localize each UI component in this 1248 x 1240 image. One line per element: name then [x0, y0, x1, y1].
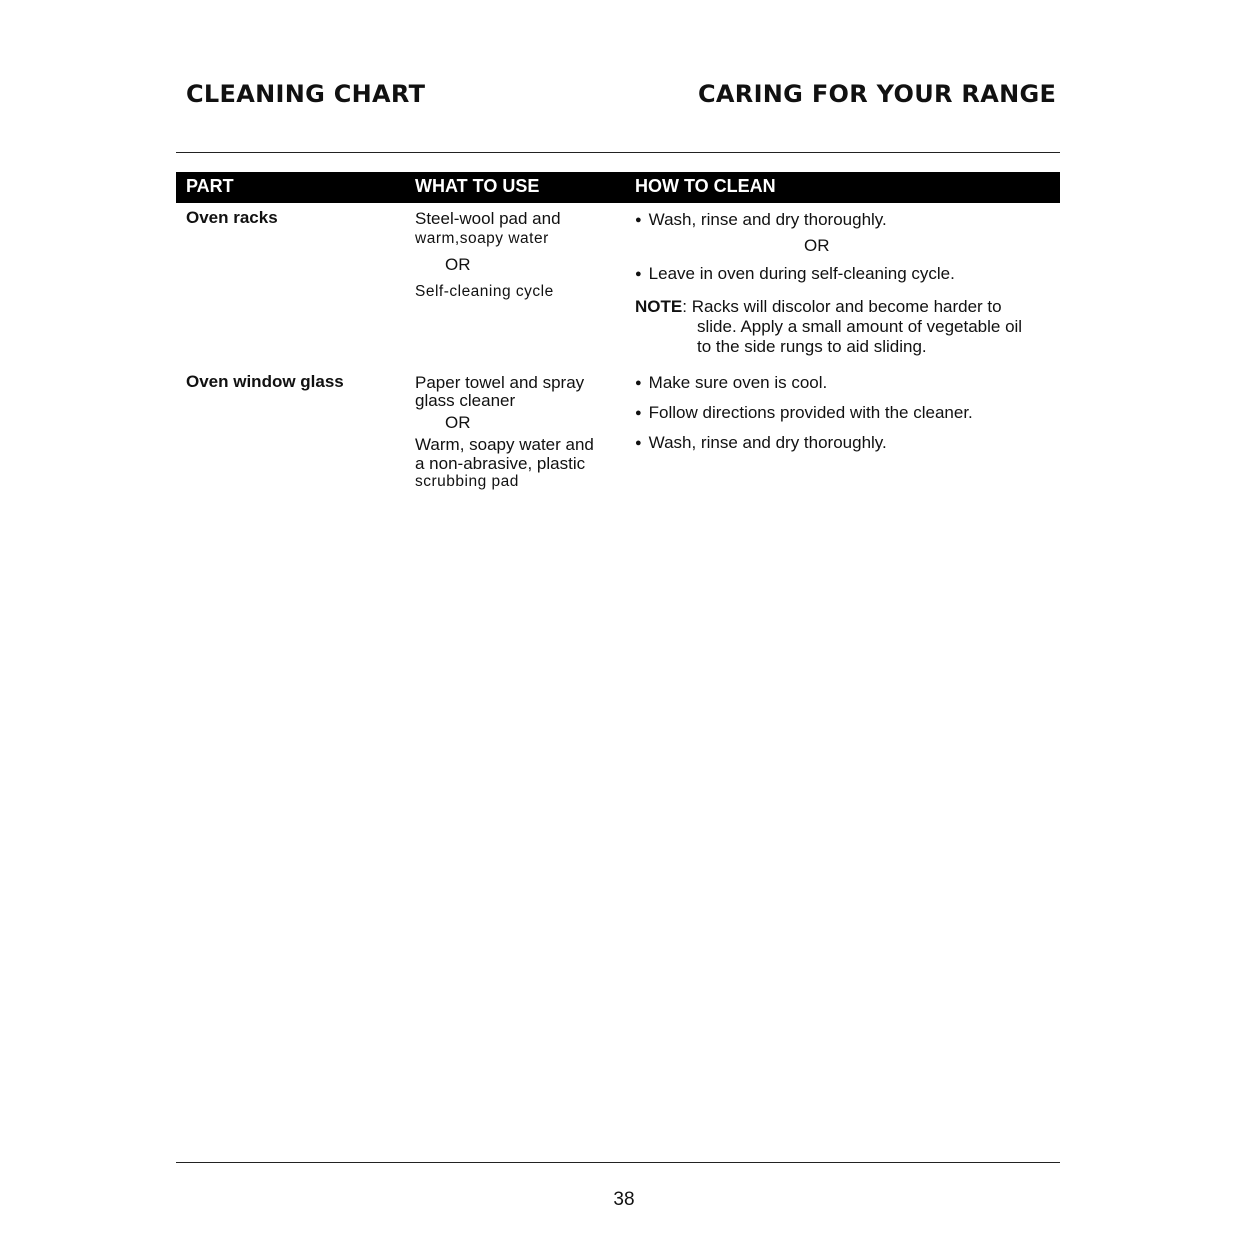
- note-text: to the side rungs to aid sliding.: [697, 337, 927, 356]
- how-to-clean-bullet: ● Make sure oven is cool.: [635, 373, 827, 395]
- chapter-title: CARING FOR YOUR RANGE: [698, 80, 1057, 108]
- what-to-use-line: Paper towel and spray: [415, 373, 585, 392]
- what-to-use-line: warm,soapy water: [415, 230, 549, 247]
- what-to-use-line: Self-cleaning cycle: [415, 283, 554, 300]
- note-text: Racks will discolor and become harder to: [691, 297, 1002, 316]
- how-to-clean-bullet: ● Follow directions provided with the cleaner.: [635, 403, 973, 425]
- page-number: 38: [613, 1189, 635, 1210]
- what-to-use-line: a non-abrasive, plastic: [415, 454, 586, 473]
- what-to-use-line: Steel-wool pad and: [415, 209, 561, 228]
- what-to-use-line: scrubbing pad: [415, 473, 519, 490]
- note: [635, 297, 1002, 316]
- what-to-use-or: OR: [445, 255, 471, 274]
- table-header: [176, 172, 1060, 203]
- part-oven-window-glass: Oven window glass: [186, 372, 344, 391]
- how-to-clean-bullet: ● Wash, rinse and dry thoroughly.: [635, 210, 887, 232]
- what-to-use-or: OR: [445, 413, 471, 432]
- top-divider: [176, 152, 1060, 153]
- how-to-clean-or: OR: [804, 236, 830, 255]
- section-title: CLEANING CHART: [186, 80, 426, 108]
- what-to-use-line: Warm, soapy water and: [415, 435, 594, 454]
- bottom-divider: [176, 1162, 1060, 1163]
- how-to-clean-bullet: ● Leave in oven during self-cleaning cycle.: [635, 264, 955, 286]
- note-colon: :: [682, 297, 692, 316]
- note-label: NOTE: [635, 297, 683, 316]
- note-text: slide. Apply a small amount of vegetable oil: [697, 317, 1023, 336]
- what-to-use-line: glass cleaner: [415, 391, 516, 410]
- column-header-what-to-use: WHAT TO USE: [415, 176, 540, 196]
- part-oven-racks: Oven racks: [186, 208, 278, 227]
- column-header-part: PART: [186, 176, 234, 196]
- column-header-how-to-clean: HOW TO CLEAN: [635, 176, 776, 196]
- how-to-clean-bullet: ● Wash, rinse and dry thoroughly.: [635, 433, 887, 455]
